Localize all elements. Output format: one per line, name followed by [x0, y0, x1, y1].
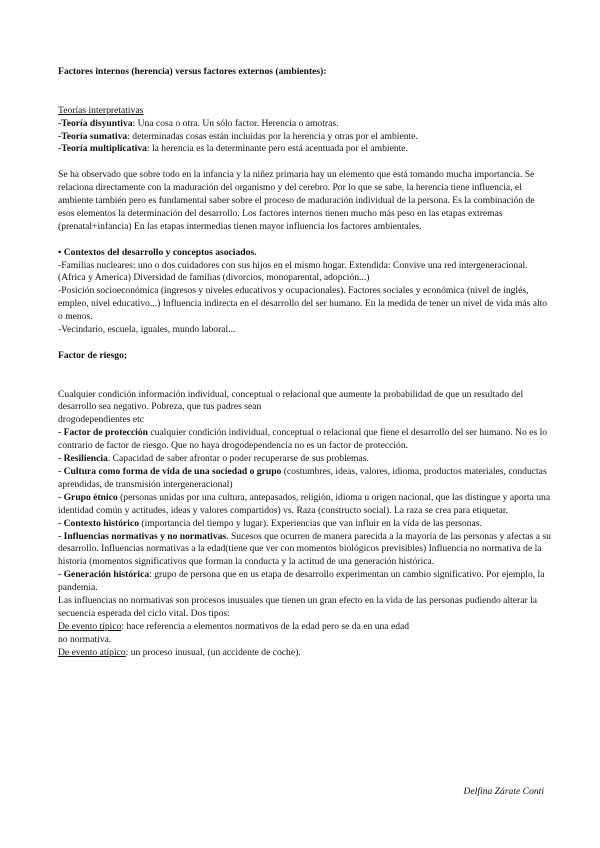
document-title: Factores internos (herencia) versus factores externos (ambientes): [58, 66, 327, 77]
risk-intro: Cualquier condición información individual, conceptual o relacional que aumente la probabilidad de que un resultado del desarrollo sea negativo. Pobreza, que tus padres sean [58, 388, 524, 413]
risk-item: - Grupo étnico (personas unidas por una cultura, antepasados, religión, idioma u origen nacional, que las distingue y aporta una identidad común y actitudes, ideas y valores compartidos) vs. Raza (constructo social). La raza se crea para etiquetar. [58, 491, 551, 516]
atypical-event: De evento atípico: un proceso inusual, (un accidente de coche). [58, 646, 301, 658]
intro-paragraph: Se ha observado que sobre todo en la infancia y la niñez primaria hay un elemento que está tomando mucha importancia. Se relaciona directamente con la maduración del organismo y del cerebro. Por lo que se sabe, la herencia tiene influencia, el ambiente también pero es fundamental saber sobre el proceso de maduración individual de la persona. Es la combinación de esos elementos la determinación del desarrollo. Los factores internos tienen mucho más peso en las etapas extremas (prenatal+infancia) En las etapas intermedias tienen mayor influencia los factores ambientales. [58, 169, 535, 232]
risk-item: - Resiliencia. Capacidad de saber afrontar o poder recuperarse de sus problemas. [58, 453, 369, 465]
document-body [58, 66, 552, 660]
risk-item: - Influencias normativas y no normativas. Sucesos que ocurren de manera parecida a la mayoría de las personas y afectas a su desarrollo. Influencias normativas a la edad(tiene que ver con momentos biológicos previsibles) Influencia no normativa de la historia (momentos significativos que forman la conducta y la actitud de una generación histórica. [58, 530, 551, 568]
contexts-line: -Posición socioeconómica (ingresos y niveles educativos y ocupacionales). Factores sociales y económica (nivel de inglés, empleo, nivel educativo...) Influencia indirecta en el desarrollo del ser humano. En la medida de tener un nivel de vida más alto o menos. [58, 285, 548, 323]
contexts-line: -Vecindario, escuela, iguales, mundo laboral... [58, 324, 236, 336]
risk-heading: Factor de riesgo; [58, 349, 128, 361]
theories-heading: Teorías interpretativas [58, 104, 144, 116]
typical-event-continued: no normativa. [58, 633, 112, 645]
typical-event: De evento típico: hace referencia a elementos normativos de la edad pero se da en una edad [58, 620, 410, 632]
risk-item: - Contexto histórico (importancia del tiempo y lugar). Experiencias que van influir en la vida de las personas. [58, 517, 482, 529]
risk-item: - Factor de protección cualquier condición individual, conceptual o relacional que fiene el desarrollo del ser humano. No es lo contrario de factor de riesgo. Que no haya drogodependencia no es un factor de protección. [58, 427, 548, 452]
risk-item: - Generación histórica: grupo de persona que en us etapa de desarrollo experimentan un cambio significativo. Por ejemplo, la pandemia. [58, 569, 545, 594]
author-signature: Delfina Zárate Conti [463, 786, 544, 797]
theory-item: -Teoría sumativa: determinadas cosas están incluidas por la herencia y otras por el ambiente. [58, 130, 418, 142]
theory-item: -Teoría disyuntiva: Una cosa o otra. Un sólo factor. Herencia o amotras. [58, 117, 339, 129]
non-normative-paragraph: Las influencias no normativas son procesos inusuales que tienen un gran efecto en la vida de las personas pudiendo alterar la secuencia esperada del ciclo vital. Dos tipos: [58, 595, 537, 619]
risk-item: - Cultura como forma de vida de una sociedad o grupo (costumbres, ideas, valores, idioma, productos materiales, conductas aprendidas, de transmisión intergeneracional) [58, 465, 547, 490]
theory-item: -Teoría multiplicativa: la herencia es la determinante pero está acentuada por el ambiente. [58, 143, 408, 155]
contexts-line: -Familias nucleares: uno o dos cuidadores con sus hijos en el mismo hogar. Extendida: Convive una red intergeneracional. (Africa y America) Diversidad de familias (divorcios, monoparental, adopción...) [58, 259, 528, 284]
risk-intro-2: drogodependientes etc [58, 414, 145, 426]
contexts-heading: • Contextos del desarrollo y conceptos asociados. [58, 246, 257, 258]
